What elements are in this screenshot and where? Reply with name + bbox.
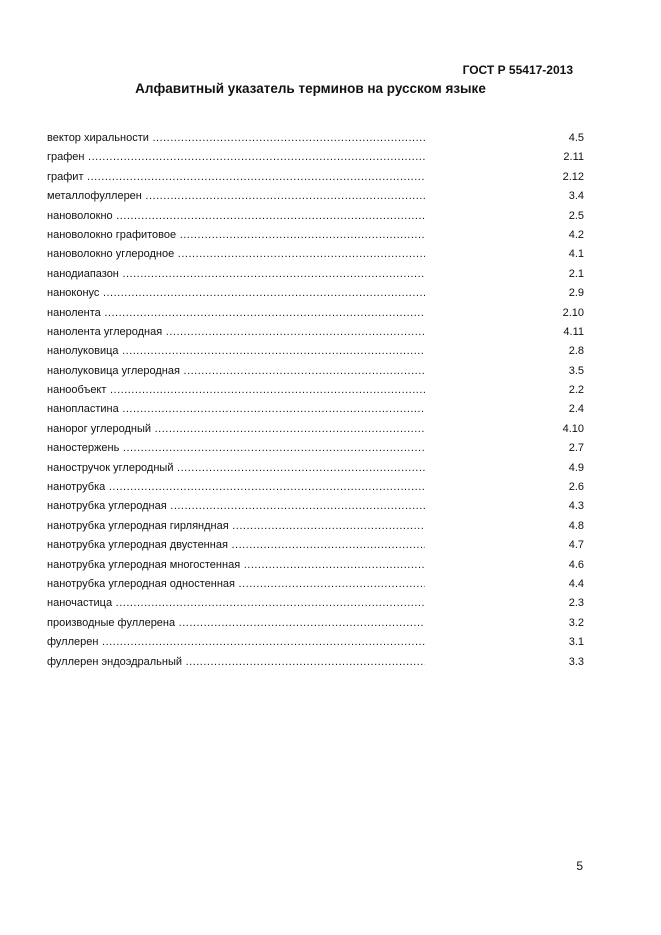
index-term: нанотрубка углеродная гирляндная ..... xyxy=(47,517,425,536)
index-entry xyxy=(47,633,584,652)
index-reference: 4.2 xyxy=(568,228,584,241)
index-reference: 4.10 xyxy=(562,422,584,435)
index-reference: 3.1 xyxy=(568,636,584,649)
index-entry xyxy=(47,265,584,284)
index-entry xyxy=(47,323,584,342)
index-term: нанолуковица углеродная ..... xyxy=(47,362,425,381)
index-reference: 3.2 xyxy=(568,616,584,629)
index-term: нанодиапазон ..... xyxy=(47,265,425,284)
index-reference: 2.11 xyxy=(563,151,584,164)
index-reference: 4.5 xyxy=(568,132,584,144)
index-entry xyxy=(47,420,584,439)
page-title: Алфавитный указатель терминов на русском языке xyxy=(135,81,486,96)
index-entry xyxy=(47,556,584,575)
index-reference: 4.7 xyxy=(568,539,584,552)
index-entry xyxy=(47,129,584,148)
index-term: нанотрубка углеродная двустенная ..... xyxy=(47,536,425,555)
index-term: нанолента углеродная ..... xyxy=(47,323,425,342)
index-reference: 2.8 xyxy=(568,345,584,358)
index-reference: 3.3 xyxy=(568,655,584,668)
index-reference: 2.5 xyxy=(568,209,584,222)
index-entry xyxy=(47,478,584,497)
index-entry xyxy=(47,342,584,361)
index-entry xyxy=(47,653,584,672)
index-term: производные фуллерена ..... xyxy=(47,614,425,633)
index-reference: 2.3 xyxy=(568,597,584,610)
index-term: нановолокно углеродное ..... xyxy=(47,245,425,264)
index-term: графит ..... xyxy=(47,168,425,187)
index-reference: 4.8 xyxy=(568,519,584,532)
index-entry xyxy=(47,517,584,536)
index-entry xyxy=(47,187,584,206)
index-term: нанорог углеродный ..... xyxy=(47,420,425,439)
index-entry xyxy=(47,439,584,458)
index-reference: 3.4 xyxy=(568,190,584,203)
index-term: нановолокно ..... xyxy=(47,207,425,226)
index-entry xyxy=(47,575,584,594)
index-term: нанолента ..... xyxy=(47,304,425,323)
index-entry xyxy=(47,614,584,633)
index-term: наночастица ..... xyxy=(47,594,425,613)
index-entry xyxy=(47,245,584,264)
index-reference: 2.9 xyxy=(568,287,584,300)
index-reference: 4.3 xyxy=(568,500,584,513)
index-term: вектор хиральности ..... xyxy=(47,129,425,148)
index-term: нанолуковица ..... xyxy=(47,342,425,361)
index-reference: 4.6 xyxy=(568,558,584,571)
index-entry xyxy=(47,226,584,245)
index-term: графен ..... xyxy=(47,148,425,167)
index-entry xyxy=(47,168,584,187)
index-reference: 2.7 xyxy=(568,442,584,455)
index-entry xyxy=(47,536,584,555)
index-entry xyxy=(47,381,584,400)
index-term: нанотрубка углеродная ..... xyxy=(47,497,425,516)
index-term: металлофуллерен ..... xyxy=(47,187,425,206)
index-entry xyxy=(47,304,584,323)
term-index-list xyxy=(47,129,584,672)
index-reference: 2.1 xyxy=(568,267,584,280)
index-reference: 2.10 xyxy=(562,306,584,319)
index-term: нановолокно графитовое ..... xyxy=(47,226,425,245)
index-reference: 2.6 xyxy=(568,481,584,494)
page-number: 5 xyxy=(576,859,583,873)
index-term: нанотрубка ..... xyxy=(47,478,425,497)
index-reference: 4.9 xyxy=(568,461,584,474)
index-reference: 4.1 xyxy=(568,248,584,261)
index-term: наноконус ..... xyxy=(47,284,425,303)
index-entry xyxy=(47,148,584,167)
index-entry xyxy=(47,207,584,226)
index-term: нанообъект ..... xyxy=(47,381,425,400)
index-reference: 3.5 xyxy=(568,364,584,377)
index-term: наностручок углеродный ..... xyxy=(47,459,425,478)
index-reference: 2.12 xyxy=(562,170,584,183)
index-term: нанотрубка углеродная многостенная ..... xyxy=(47,556,425,575)
index-entry xyxy=(47,400,584,419)
index-entry xyxy=(47,459,584,478)
index-entry xyxy=(47,497,584,516)
index-reference: 2.4 xyxy=(568,403,584,416)
index-term: фуллерен ..... xyxy=(47,633,425,652)
index-term: наностержень ..... xyxy=(47,439,425,458)
index-term: нанопластина ..... xyxy=(47,400,425,419)
index-entry xyxy=(47,284,584,303)
index-reference: 4.4 xyxy=(568,577,584,590)
index-term: фуллерен эндоэдральный ..... xyxy=(47,653,425,672)
index-reference: 2.2 xyxy=(568,384,584,397)
index-entry xyxy=(47,362,584,381)
index-entry xyxy=(47,594,584,613)
index-term: нанотрубка углеродная одностенная ..... xyxy=(47,575,425,594)
index-reference: 4.11 xyxy=(563,325,584,338)
document-code: ГОСТ Р 55417-2013 xyxy=(462,63,573,77)
